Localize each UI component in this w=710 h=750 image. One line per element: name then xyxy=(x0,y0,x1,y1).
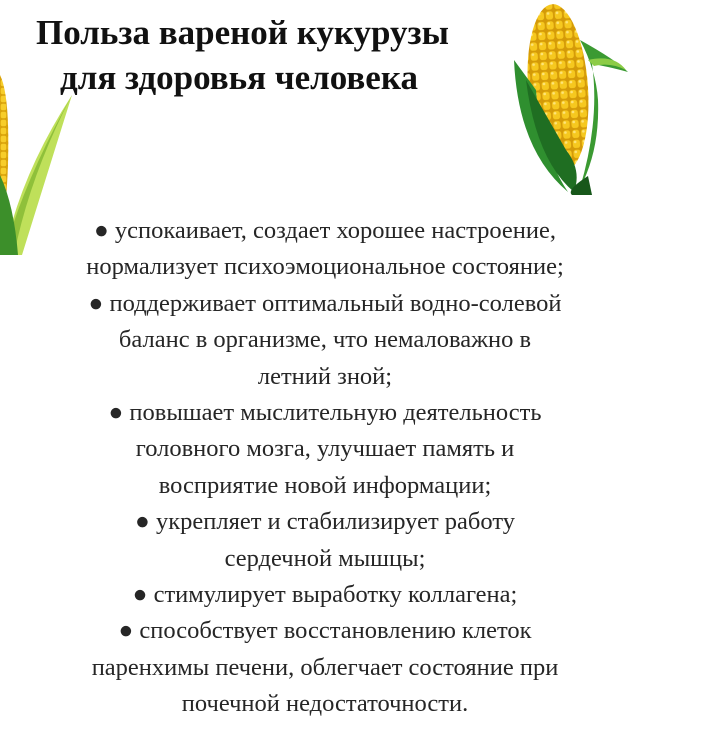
benefit-item xyxy=(0,613,650,722)
benefit-line: восприятие новой информации; xyxy=(158,471,492,499)
benefit-line: нормализует психоэмоциональное состояние; xyxy=(86,253,564,281)
benefit-line: головного мозга, улучшает память и xyxy=(135,435,515,463)
title-line-2: для здоровья человека xyxy=(60,58,418,97)
benefit-line: почечной недостаточности. xyxy=(181,690,469,718)
benefit-line: паренхимы печени, облегчает состояние при xyxy=(91,653,559,681)
benefit-line: ● повышает мыслительную деятельность xyxy=(108,399,542,427)
benefit-line: ● поддерживает оптимальный водно-солевой xyxy=(88,289,562,317)
title-line-1: Польза вареной кукурузы xyxy=(36,13,449,52)
benefits-list xyxy=(0,213,650,723)
benefit-line: ● способствует восстановлению клеток xyxy=(118,617,532,645)
benefit-line: летний зной; xyxy=(257,362,393,390)
page-title xyxy=(0,10,710,100)
benefit-item xyxy=(0,577,650,613)
benefit-line: ● стимулирует выработку коллагена; xyxy=(132,581,518,609)
benefit-line: ● укрепляет и стабилизирует работу xyxy=(135,508,515,536)
benefit-line: сердечной мышцы; xyxy=(224,544,426,572)
benefit-line: ● успокаивает, создает хорошее настроение, xyxy=(93,217,556,244)
benefit-item xyxy=(0,213,650,286)
benefit-line: баланс в организме, что немаловажно в xyxy=(118,326,532,354)
benefit-item xyxy=(0,504,650,577)
benefit-item xyxy=(0,395,650,504)
benefit-item xyxy=(0,286,650,395)
